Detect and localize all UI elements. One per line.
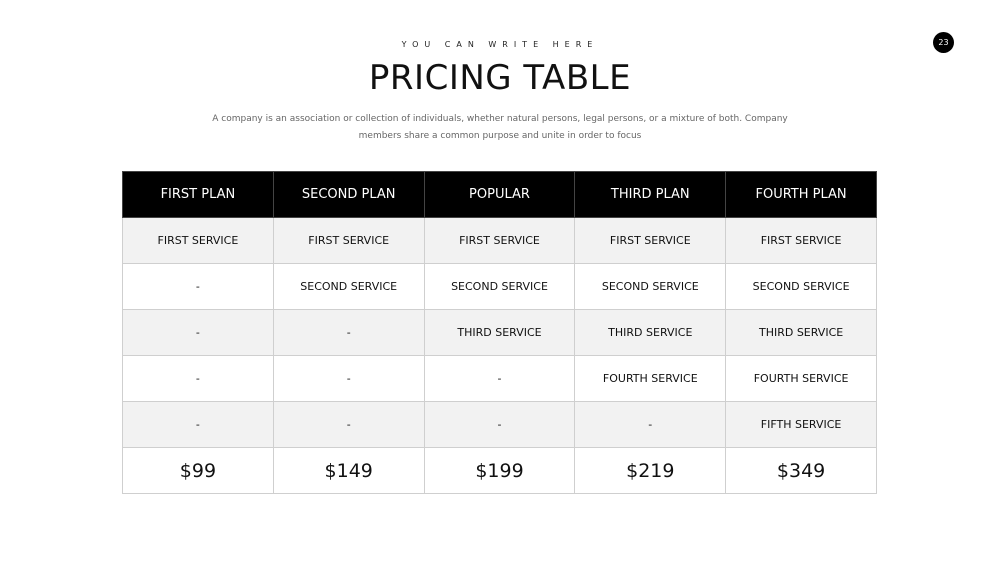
- service-cell: FOURTH SERVICE: [726, 356, 877, 402]
- service-cell: -: [123, 402, 274, 448]
- plan-header: FIRST PLAN: [123, 172, 274, 218]
- service-cell: FIRST SERVICE: [424, 218, 575, 264]
- service-cell: -: [273, 402, 424, 448]
- service-cell: -: [424, 402, 575, 448]
- price-row: [123, 448, 877, 494]
- plan-header: FOURTH PLAN: [726, 172, 877, 218]
- service-cell: FIFTH SERVICE: [726, 402, 877, 448]
- service-cell: FIRST SERVICE: [273, 218, 424, 264]
- price-cell: $199: [424, 448, 575, 494]
- page-number-badge: 23: [933, 32, 954, 53]
- subtitle-line-1: A company is an association or collection of individuals, whether natural persons, legal persons, or a mixture of both. Company: [212, 114, 788, 124]
- table-row: [123, 218, 877, 264]
- service-cell: SECOND SERVICE: [726, 264, 877, 310]
- service-cell: -: [575, 402, 726, 448]
- page-title: PRICING TABLE: [368, 58, 632, 98]
- price-cell: $219: [575, 448, 726, 494]
- plan-header: POPULAR: [424, 172, 575, 218]
- service-cell: -: [123, 264, 274, 310]
- plan-header: THIRD PLAN: [575, 172, 726, 218]
- table-row: [123, 356, 877, 402]
- service-cell: THIRD SERVICE: [424, 310, 575, 356]
- table-row: [123, 310, 877, 356]
- subtitle-line-2: members share a common purpose and unite in order to focus: [358, 131, 642, 141]
- service-cell: SECOND SERVICE: [575, 264, 726, 310]
- service-cell: -: [273, 356, 424, 402]
- subtitle: [200, 111, 800, 145]
- price-cell: $99: [123, 448, 274, 494]
- service-cell: -: [273, 310, 424, 356]
- table-row: [123, 402, 877, 448]
- table-row: [123, 264, 877, 310]
- price-cell: $149: [273, 448, 424, 494]
- service-cell: THIRD SERVICE: [726, 310, 877, 356]
- service-cell: SECOND SERVICE: [273, 264, 424, 310]
- price-cell: $349: [726, 448, 877, 494]
- service-cell: FIRST SERVICE: [726, 218, 877, 264]
- service-cell: SECOND SERVICE: [424, 264, 575, 310]
- service-cell: -: [123, 356, 274, 402]
- service-cell: FOURTH SERVICE: [575, 356, 726, 402]
- kicker-text: YOU CAN WRITE HERE: [401, 40, 599, 49]
- service-cell: FIRST SERVICE: [575, 218, 726, 264]
- pricing-table: [122, 171, 877, 494]
- service-cell: -: [424, 356, 575, 402]
- plan-header: SECOND PLAN: [273, 172, 424, 218]
- service-cell: THIRD SERVICE: [575, 310, 726, 356]
- header-row: [123, 172, 877, 218]
- service-cell: -: [123, 310, 274, 356]
- service-cell: FIRST SERVICE: [123, 218, 274, 264]
